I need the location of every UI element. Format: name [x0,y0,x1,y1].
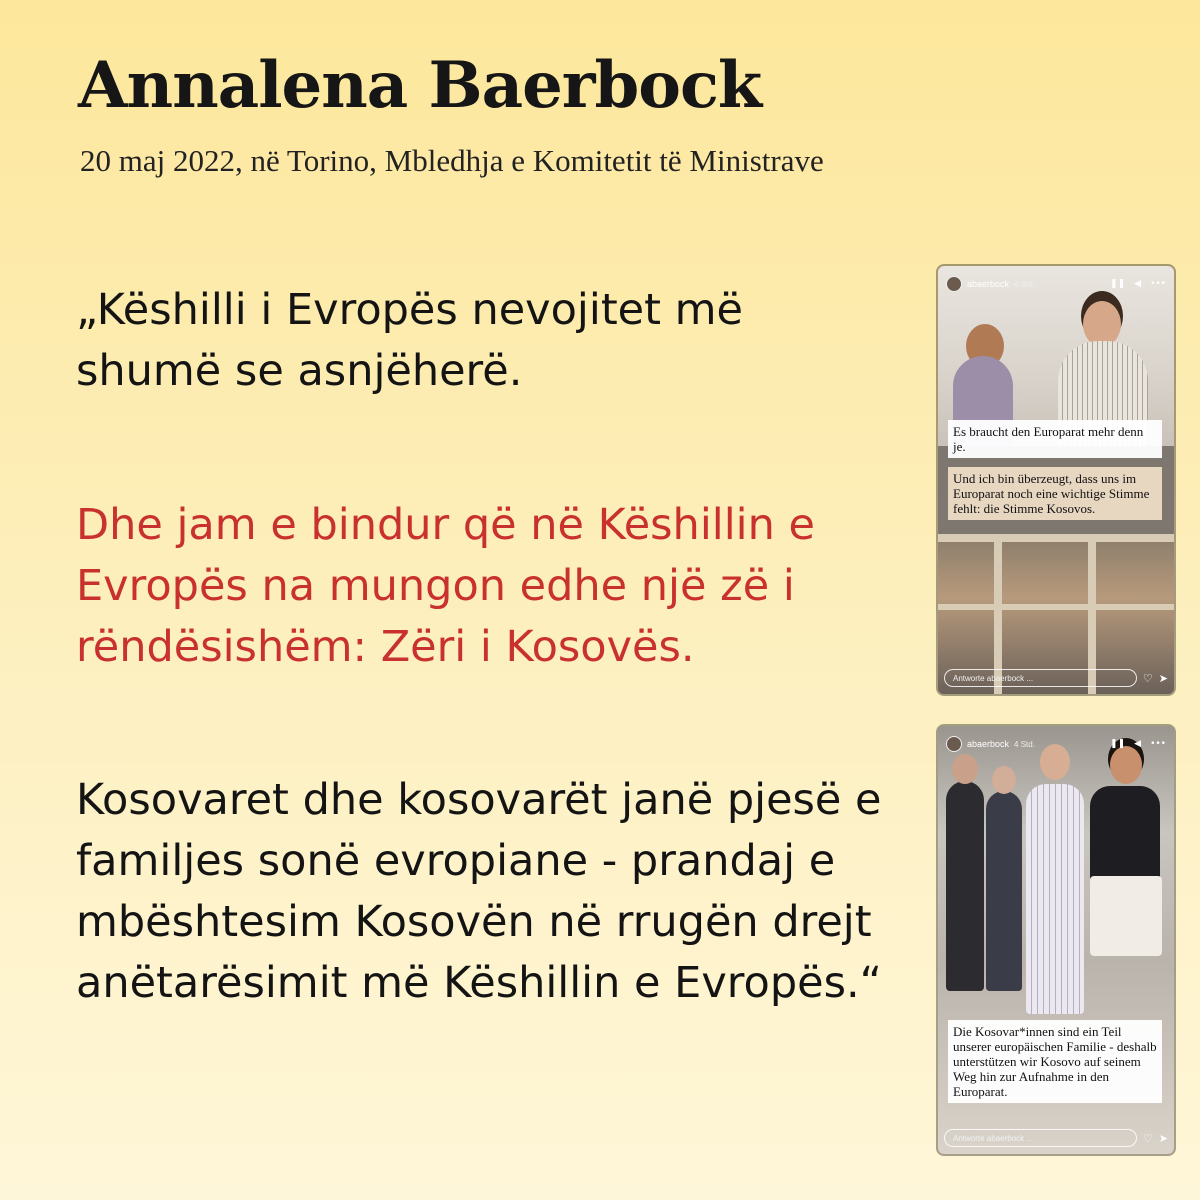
reply-input[interactable]: Antworte abaerbock ... [944,1129,1137,1147]
story-reply-bar [944,1128,1168,1148]
person-skirt [1090,876,1162,956]
story-handle[interactable]: abaerbock [967,279,1010,289]
pause-icon[interactable]: ❚❚ [1110,739,1126,749]
more-icon[interactable]: ••• [1150,739,1166,749]
pause-icon[interactable]: ❚❚ [1110,279,1126,289]
story-header [938,266,1174,302]
send-icon[interactable]: ➤ [1158,671,1168,685]
instagram-story-screenshot-2 [938,726,1174,1154]
avatar[interactable] [946,736,962,752]
person-figure [946,781,984,991]
heart-icon[interactable]: ♡ [1142,671,1153,685]
story-caption: Es braucht den Europarat mehr denn je. [948,420,1162,458]
story-reply-bar [944,668,1168,688]
heart-icon[interactable]: ♡ [1142,1131,1153,1145]
story-caption: Und ich bin überzeugt, dass uns im Europarat noch eine wichtige Stimme fehlt: die Stimme Kosovos. [948,467,1162,520]
story-header [938,726,1174,762]
story-handle[interactable]: abaerbock [967,739,1010,749]
page-title: Annalena Baerbock [78,48,762,123]
person-figure [986,791,1022,991]
mute-icon[interactable]: ◀ [1134,279,1142,289]
reply-input[interactable]: Antworte abaerbock ... [944,669,1137,687]
avatar[interactable] [946,276,962,292]
instagram-story-screenshot-1 [938,266,1174,694]
story-time: 4 Std. [1014,739,1035,749]
window-frame [938,534,1174,542]
event-subtitle: 20 maj 2022, në Torino, Mbledhja e Komitetit të Ministrave [80,143,824,178]
window-frame [938,604,1174,610]
story-caption: Die Kosovar*innen sind ein Teil unserer europäischen Familie - deshalb unterstützen wir Kosovo auf seinem Weg hin zur Aufnahme in den Europarat. [948,1020,1162,1103]
quote-kosovo-voice: Dhe jam e bindur që në Këshillin e Evropës na mungon edhe një zë i rëndësishëm: Zëri i Kosovës. [76,500,815,672]
send-icon[interactable]: ➤ [1158,1131,1168,1145]
quote-intro: „Këshilli i Evropës nevojitet më shumë se asnjëherë. [76,285,744,396]
quote-kosovo-support: Kosovaret dhe kosovarët janë pjesë e familjes sonë evropiane - prandaj e mbështesim Kosovën në rrugën drejt anëtarësimit më Këshillin e Evropës.“ [76,775,882,1008]
mute-icon[interactable]: ◀ [1134,739,1142,749]
person-head [992,766,1016,794]
person-figure [1026,784,1084,1014]
more-icon[interactable]: ••• [1150,279,1166,289]
story-time: 4 Std. [1014,279,1035,289]
